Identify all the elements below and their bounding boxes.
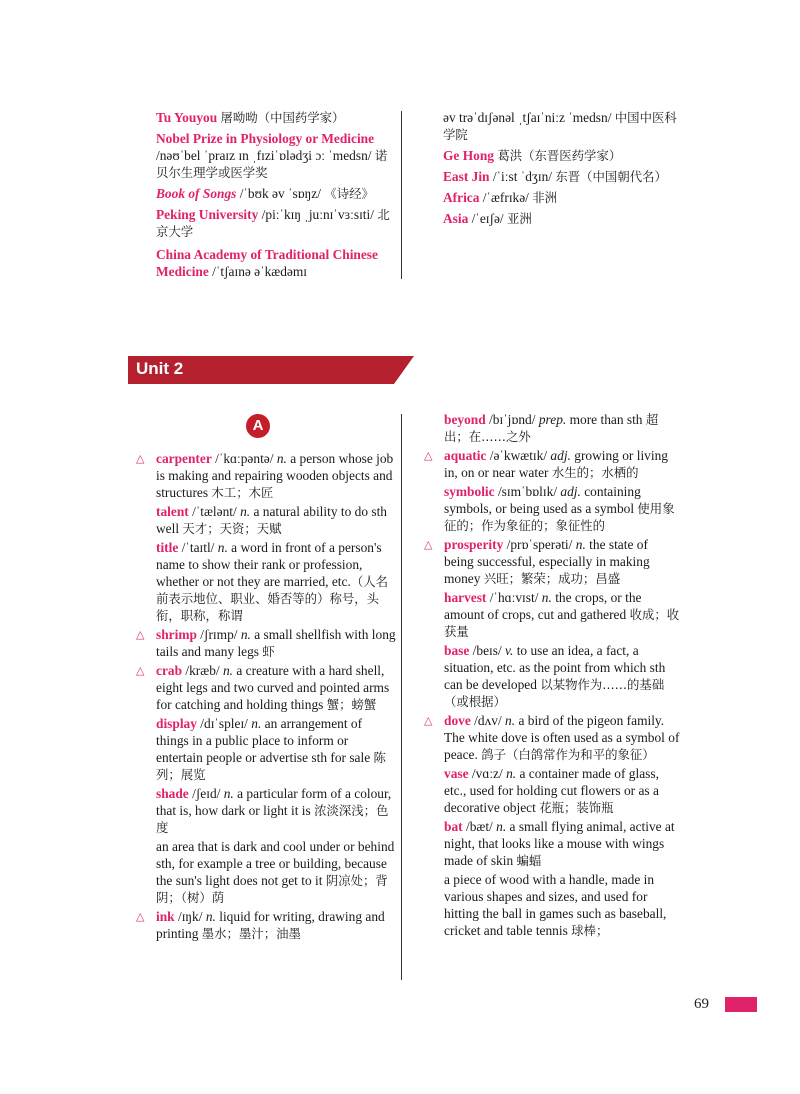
name-entry: Book of Songs /ˈbʊk əv ˈsɒŋz/ 《诗经》 — [156, 186, 374, 201]
vocab-entry: harvest /ˈhɑːvɪst/ n. the crops, or the amount of crops, cut and gathered 收成；收获量 — [444, 590, 680, 639]
proper-names-left-column — [156, 109, 392, 280]
column-divider — [401, 111, 402, 279]
vocab-entry: △ ink /ɪŋk/ n. liquid for writing, drawing and printing 墨水；墨汁；油墨 — [136, 909, 385, 941]
triangle-icon: △ — [136, 452, 145, 465]
vocab-left-column — [136, 450, 396, 944]
vocab-entry: △ shrimp /ʃrɪmp/ n. a small shellfish with long tails and many legs 虾 — [136, 627, 396, 659]
name-entry: Peking University /piːˈkɪŋ ˌjuːnɪˈvɜːsɪti/ 北京大学 — [156, 207, 390, 239]
vocab-sense: an area that is dark and cool under or behind sth, for example a tree or building, because the sun's light does not get to it 阴凉处；背阴；（树）荫 — [156, 839, 395, 905]
name-entry: Tu Youyou 屠呦呦（中国药学家） — [156, 110, 345, 125]
vocab-entry: symbolic /sɪmˈbɒlɪk/ adj. containing symbols, or being used as a symbol 使用象征的；作为象征的；象征性的 — [444, 484, 675, 533]
section-badge: A — [246, 414, 270, 438]
triangle-icon: △ — [136, 628, 145, 641]
vocab-entry: △ carpenter /ˈkɑːpəntə/ n. a person whose job is making and repairing wooden objects and structures 木工；木匠 — [136, 451, 394, 500]
name-entry: East Jin /ˈiːst ˈdʒɪn/ 东晋（中国朝代名） — [443, 169, 667, 184]
name-entry: əv trəˈdɪʃənəl ˌtʃaɪˈniːz ˈmedsn/ 中国中医科学院 — [443, 110, 677, 142]
name-entry: Africa /ˈæfrɪkə/ 非洲 — [443, 190, 558, 205]
vocab-entry: △ crab /kræb/ n. a creature with a hard shell, eight legs and two curved and pointed arms for catching and holding things 蟹；螃蟹 — [136, 663, 390, 712]
vocab-entry: title /ˈtaɪtl/ n. a word in front of a person's name to show their rank or profession, whether or not they are married, etc.（人名前表示地位、职业、婚否等的）称号，头衔，职称，称谓 — [156, 540, 388, 623]
vocab-entry: △ prosperity /prɒˈsperəti/ n. the state of being successful, especially in making money 兴旺；繁荣；成功；昌盛 — [424, 537, 650, 586]
triangle-icon: △ — [136, 664, 145, 677]
triangle-icon: △ — [424, 714, 433, 727]
vocab-right-column — [424, 411, 680, 941]
name-entry: Nobel Prize in Physiology or Medicine /nəʊˈbel ˈpraɪz ɪn ˌfɪziˈɒlədʒi ɔː ˈmedsn/ 诺贝尔生理学或医学奖 — [156, 131, 388, 180]
name-entry: Asia /ˈeɪʃə/ 亚洲 — [443, 211, 532, 226]
page-accent-bar — [725, 997, 757, 1012]
triangle-icon: △ — [424, 449, 433, 462]
vocab-entry: talent /ˈtælənt/ n. a natural ability to do sth well 天才；天资；天赋 — [156, 504, 388, 536]
name-entry: China Academy of Traditional Chinese Medicine /ˈtʃaɪnə əˈkædəmɪ — [156, 247, 378, 279]
triangle-icon: △ — [424, 538, 433, 551]
vocab-entry: display /dɪˈspleɪ/ n. an arrangement of things in a public place to inform or entertain people or advertise sth for sale 陈列；展览 — [156, 716, 386, 782]
vocab-entry: base /beɪs/ v. to use an idea, a fact, a situation, etc. as the point from which sth can be developed 以某物作为……的基础（或根据） — [444, 643, 666, 709]
name-entry: Ge Hong 葛洪（东晋医药学家） — [443, 148, 622, 163]
vocab-entry: beyond /bɪˈjɒnd/ prep. more than sth 超出；在……之外 — [444, 412, 659, 444]
column-divider — [401, 414, 402, 980]
vocab-entry: vase /vɑːz/ n. a container made of glass, etc., used for holding cut flowers or as a decorative object 花瓶；装饰瓶 — [444, 766, 659, 815]
vocab-sense: a piece of wood with a handle, made in various shapes and sizes, and used for hitting the ball in games such as baseball, cricket and table tennis 球棒； — [444, 872, 667, 938]
triangle-icon: △ — [136, 910, 145, 923]
proper-names-right-column — [443, 109, 679, 227]
vocab-entry: shade /ʃeɪd/ n. a particular form of a colour, that is, how dark or light it is 浓淡深浅；色度 — [156, 786, 392, 835]
vocab-entry: △ dove /dʌv/ n. a bird of the pigeon family. The white dove is often used as a symbol of peace. 鸽子（白鸽常作为和平的象征） — [424, 713, 680, 762]
vocab-entry: bat /bæt/ n. a small flying animal, active at night, that looks like a mouse with wings made of skin 蝙蝠 — [444, 819, 675, 868]
unit-title: Unit 2 — [136, 359, 184, 378]
page-number: 69 — [694, 996, 709, 1012]
vocab-entry: △ aquatic /əˈkwætɪk/ adj. growing or living in, on or near water 水生的；水栖的 — [424, 448, 668, 480]
